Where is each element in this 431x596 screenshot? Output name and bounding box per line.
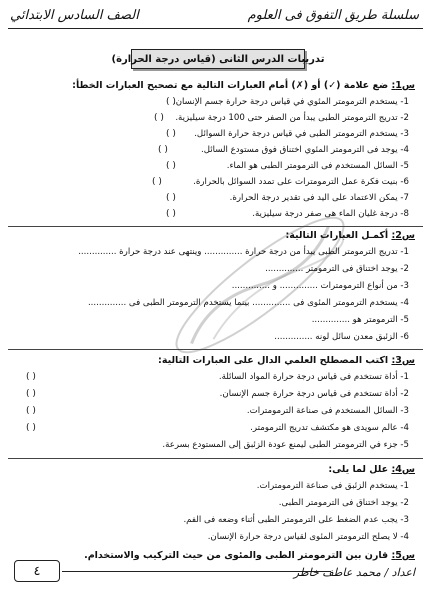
q3-item: 4- عالم سويدى هو مكتشف تدريج الترمومتر. (250, 423, 409, 433)
q5-heading (84, 550, 415, 561)
q3-answer-paren[interactable]: ( ) (26, 423, 36, 433)
q2-item: 5- الترمومتر هو .............. (311, 315, 409, 325)
q2-heading (285, 230, 415, 241)
q3-item: 5- جزء في الترمومتر الطبى ليمنع عودة الزئبق إلى المستودع بسرعة. (162, 440, 409, 450)
q2-item: 4- يستخدم الترمومتر المئوى فى .............. بينما يستخدم الترمومتر الطبى فى .............. (87, 298, 409, 308)
q1-answer-paren[interactable]: ( ) (166, 193, 176, 203)
q1-item: 1- يستخدم الترمومتر المئوي في قياس درجة حرارة جسم الإنسان. (172, 97, 409, 107)
q1-item: 6- بنيت فكرة عمل الترمومترات على تمدد السوائل بالحرارة. (193, 177, 409, 187)
q2-item: 2- يوجد اختناق فى الترمومتر .............. (265, 264, 409, 274)
author-credit: اعداد / محمد عاطف خاطر (293, 566, 415, 579)
q3-answer-paren[interactable]: ( ) (26, 389, 36, 399)
section-divider (8, 458, 423, 459)
q3-item: 1- أداة تستخدم فى قياس درجة حرارة المواد السائلة. (218, 372, 409, 382)
q3-item: 3- السائل المستخدم فى صناعة الترمومترات. (246, 406, 409, 416)
q1-item: 4- يوجد فى الترمومتر المئوي اختناق فوق مستودع السائل. (201, 145, 409, 155)
q3-heading (158, 355, 415, 366)
q3-answer-paren[interactable]: ( ) (26, 372, 36, 382)
section-divider (8, 349, 423, 350)
q1-answer-paren[interactable]: ( ) (152, 177, 162, 187)
q4-heading (328, 464, 415, 475)
q3-answer-paren[interactable]: ( ) (26, 406, 36, 416)
q1-answer-paren[interactable]: ( ) (154, 113, 164, 123)
q2-item: 1- تدريج الترمومتر الطبى يبدأ من درجة حرارة .............. وينتهى عند درجة حرارة .............. (78, 247, 409, 257)
q4-item: 3- يجب عدم الضغط على الترمومتر الطبى أثناء وضعه فى الفم. (183, 515, 409, 525)
q1-item: 5- السائل المستخدم فى الترمومتر الطبى هو الماء. (226, 161, 409, 171)
lesson-title: تدريبات الدرس الثانى (قياس درجة الحرارة) (111, 53, 325, 65)
q1-item: 8- درجة غليان الماء هى صفر درجة سيليزية. (252, 209, 409, 219)
q1-item: 7- يمكن الاعتماد على اليد فى تقدير درجة الحرارة. (229, 193, 409, 203)
q3-heading-text: اكتب المصطلح العلمي الدال على العبارات التالية: (158, 355, 389, 366)
section-divider (8, 226, 423, 227)
q2-item: 6- الزئبق معدن سائل لونه .............. (274, 332, 409, 342)
q2-item: 3- من أنواع الترمومترات .............. و .............. (231, 281, 409, 291)
q1-item: 2- تدريج الترمومتر الطبى يبدأ من الصفر حتى 100 درجة سيليزية. (175, 113, 409, 123)
q4-item: 2- يوجد اختناق فى الترمومتر الطبى. (278, 498, 409, 508)
q1-heading-text: ضع علامة (✓) أو (✗) أمام العبارات التالية مع تصحيح العبارات الخطأ: (72, 80, 389, 91)
footer-divider (62, 571, 331, 572)
q1-item: 3- يستخدم الترمومتر الطبى في قياس درجة حرارة السوائل. (194, 129, 409, 139)
q1-heading (72, 80, 415, 91)
series-title: سلسلة طريق التفوق فى العلوم (247, 8, 419, 23)
q4-item: 1- يستخدم الزئبق فى صناعة الترمومترات. (256, 481, 409, 491)
q4-item: 4- لا يصلح الترمومتر المئوى لقياس درجة حرارة الإنسان. (207, 532, 409, 542)
page-number: ٤ (33, 563, 41, 579)
page-number-box (14, 560, 60, 582)
q1-answer-paren[interactable]: ( ) (158, 145, 168, 155)
q4-heading-number: س4: (391, 464, 415, 475)
q2-heading-number: س2: (391, 230, 415, 241)
q1-answer-paren[interactable]: ( ) (166, 97, 176, 107)
q5-heading-number: س5: (391, 550, 415, 561)
q1-answer-paren[interactable]: ( ) (166, 161, 176, 171)
grade-label: الصف السادس الابتدائي (10, 8, 139, 23)
q3-item: 2- أداة تستخدم فى قياس درجة حرارة جسم الإنسان. (219, 389, 409, 399)
header-divider (8, 28, 423, 29)
q1-answer-paren[interactable]: ( ) (166, 129, 176, 139)
q1-answer-paren[interactable]: ( ) (166, 209, 176, 219)
q2-heading-text: أكمـل العبارات التالية: (285, 230, 389, 241)
lesson-title-box (111, 49, 325, 69)
q1-heading-number: س1: (391, 80, 415, 91)
q3-heading-number: س3: (391, 355, 415, 366)
q4-heading-text: علل لما يلى: (328, 464, 389, 475)
q5-heading-text: قارن بين الترمومتر الطبى والمئوى من حيث التركيب والاستخدام. (84, 550, 389, 561)
